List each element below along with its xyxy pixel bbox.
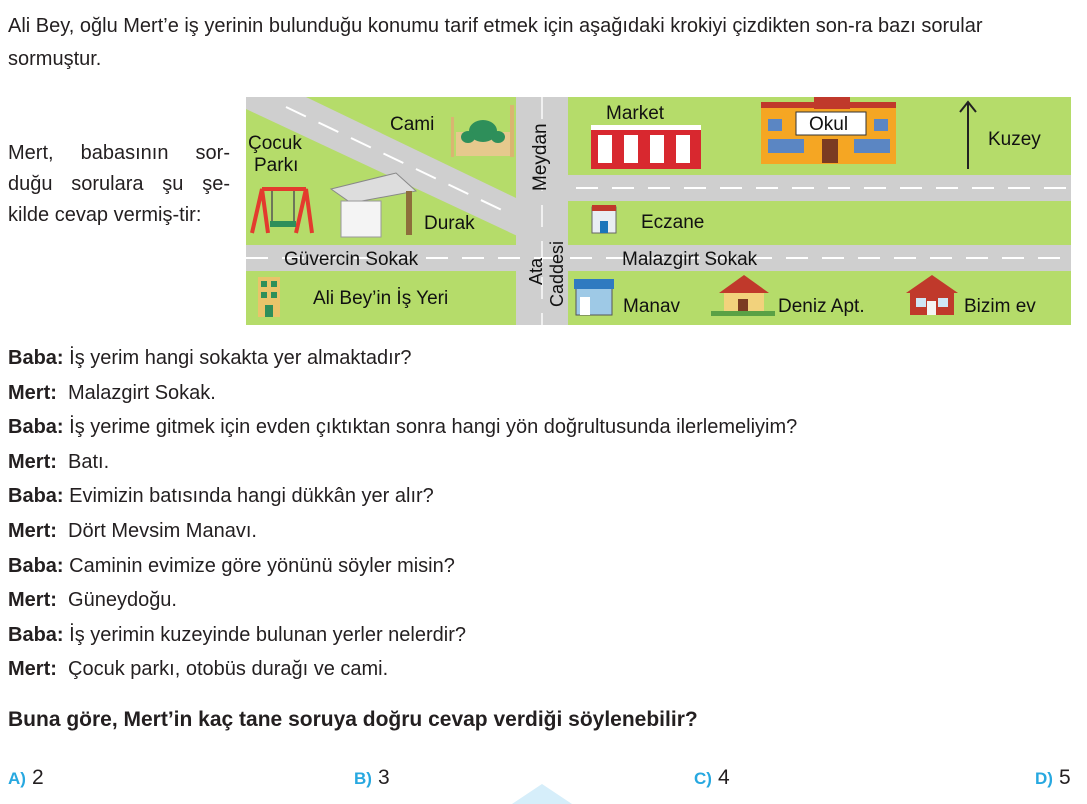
watermark-icon — [512, 782, 572, 804]
dialog-speaker: Mert: — [8, 658, 57, 681]
dialog-line — [8, 341, 797, 376]
dialog-text: İş yerim hangi sokakta yer almaktadır? — [69, 347, 412, 369]
dialog-speaker: Baba: — [8, 554, 64, 577]
option-a[interactable] — [8, 766, 44, 790]
dialog-text: Batı. — [68, 450, 110, 473]
caddesi-label: Caddesi — [547, 240, 567, 307]
dialog-line — [8, 583, 797, 618]
guvercin-label: Güvercin Sokak — [284, 249, 419, 270]
okul-label: Okul — [809, 114, 849, 135]
manav-label: Manav — [623, 296, 681, 317]
cocuk-label: Çocuk — [248, 133, 302, 154]
map-sketch — [246, 97, 1071, 325]
option-letter: D) — [1035, 769, 1053, 788]
workplace-building-icon — [258, 277, 280, 317]
option-value: 3 — [377, 766, 390, 789]
cami-label: Cami — [390, 114, 435, 135]
dialog-speaker: Baba: — [8, 623, 64, 646]
alibey-label: Ali Bey’in İş Yeri — [313, 288, 449, 309]
meydan-label: Meydan — [530, 123, 551, 191]
market-label: Market — [606, 103, 665, 124]
dialog-line — [8, 376, 797, 411]
side-paragraph: Mert, babasının sor-duğu sorulara şu şe-kilde cevap vermiş-tir: — [8, 142, 230, 226]
option-d[interactable] — [1035, 766, 1071, 790]
dialog-text: Çocuk parkı, otobüs durağı ve cami. — [68, 658, 389, 681]
durak-label: Durak — [424, 213, 475, 234]
deniz-label: Deniz Apt. — [778, 296, 865, 317]
dialog-line — [8, 410, 797, 445]
dialog-speaker: Baba: — [8, 347, 64, 369]
dialog-text: İş yerimin kuzeyinde bulunan yerler nelerdir? — [69, 623, 467, 646]
option-value: 5 — [1058, 766, 1071, 789]
pharmacy-icon — [592, 205, 616, 233]
dialog-text: Evimizin batısında hangi dükkân yer alır? — [69, 485, 434, 508]
dialog-speaker: Mert: — [8, 519, 57, 542]
option-letter: B) — [354, 769, 372, 788]
dialog-line — [8, 445, 797, 480]
dialog-speaker: Mert: — [8, 450, 57, 473]
dialog-speaker: Mert: — [8, 589, 57, 612]
dialog-text: İş yerime gitmek için evden çıktıktan sonra hangi yön doğrultusunda ilerlemeliyim? — [69, 416, 798, 439]
option-letter: C) — [694, 769, 712, 788]
option-letter: A) — [8, 769, 26, 788]
greengrocer-icon — [574, 279, 614, 315]
question: Buna göre, Mert’in kaç tane soruya doğru cevap verdiği söylenebilir? — [8, 708, 698, 731]
dialog-line — [8, 652, 797, 687]
intro-paragraph: Ali Bey, oğlu Mert’e iş yerinin bulunduğu konumu tarif etmek için aşağıdaki krokiyi çizdikten son-ra bazı sorular sormuştur. — [8, 15, 983, 70]
ata-label: Ata — [526, 257, 546, 285]
dialog-text: Caminin evimize göre yönünü söyler misin? — [69, 554, 455, 577]
option-c[interactable] — [694, 766, 730, 790]
dialog-text: Malazgirt Sokak. — [68, 381, 216, 404]
dialog-line — [8, 514, 797, 549]
bizim-label: Bizim ev — [964, 296, 1036, 317]
east-road — [568, 175, 1071, 201]
dialog-speaker: Baba: — [8, 485, 64, 508]
dialog-speaker: Baba: — [8, 416, 64, 439]
dialog-text: Güneydoğu. — [68, 589, 177, 612]
market-icon — [591, 125, 701, 169]
dialog-text: Dört Mevsim Manavı. — [68, 519, 257, 542]
dialog — [8, 341, 797, 687]
malazgirt-label: Malazgirt Sokak — [622, 249, 758, 270]
parki-label: Parkı — [254, 155, 299, 176]
option-value: 4 — [717, 766, 730, 789]
dialog-line — [8, 618, 797, 653]
option-b[interactable] — [354, 766, 390, 790]
dialog-line — [8, 549, 797, 584]
dialog-speaker: Mert: — [8, 381, 57, 404]
dialog-line — [8, 479, 797, 514]
kuzey-label: Kuzey — [988, 129, 1041, 150]
eczane-label: Eczane — [641, 212, 705, 233]
option-value: 2 — [31, 766, 44, 789]
